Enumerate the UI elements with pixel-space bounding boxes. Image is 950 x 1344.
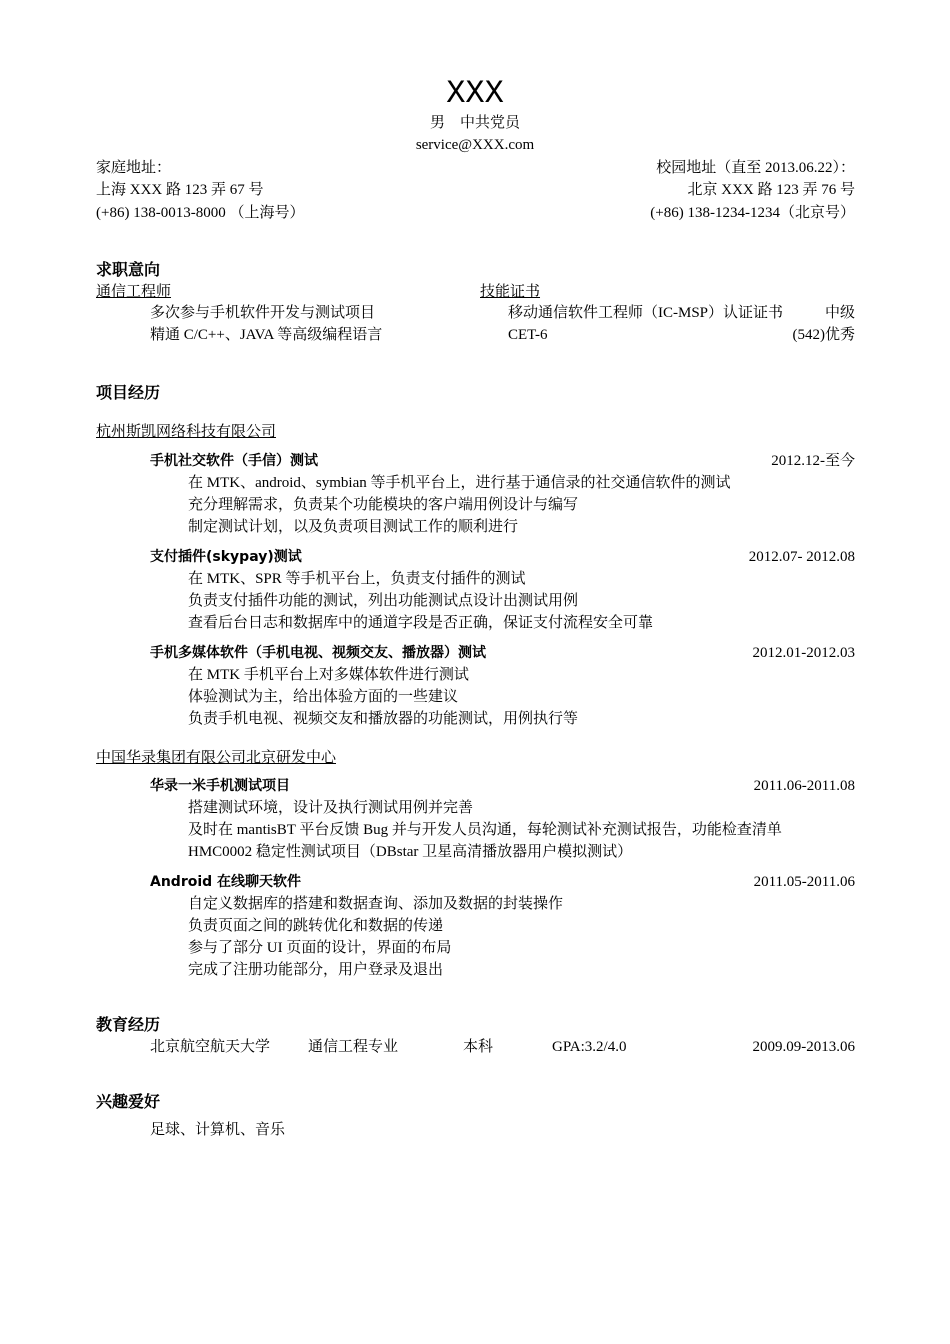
job-item: 多次参与手机软件开发与测试项目 [150, 305, 376, 321]
major: 通信工程专业 [308, 1039, 399, 1055]
cert-name: CET-6 [508, 327, 548, 343]
campus-phone: (+86) 138-1234-1234（北京号） [650, 205, 855, 221]
project-title: 华录一米手机测试项目 [150, 778, 290, 794]
project-title: 手机社交软件（手信）测试 [150, 453, 318, 469]
project-item: 负责页面之间的跳转优化和数据的传递 [188, 918, 444, 934]
cert-name: 移动通信软件工程师（IC-MSP）认证证书 [508, 305, 784, 321]
objective-heading: 求职意向 [96, 260, 161, 279]
education-date: 2009.09-2013.06 [752, 1039, 855, 1055]
project-date: 2012.01-2012.03 [752, 645, 855, 661]
project-item: 完成了注册功能部分，用户登录及退出 [188, 962, 444, 978]
company-name: 杭州斯凯网络科技有限公司 [96, 424, 277, 440]
home-phone: (+86) 138-0013-8000 （上海号） [96, 205, 305, 221]
project-item: 查看后台日志和数据库中的通道字段是否正确，保证支付流程安全可靠 [188, 615, 654, 631]
project-item: HMC0002 稳定性测试项目（DBstar 卫星高清播放器用户模拟测试） [188, 844, 633, 860]
hobbies-text: 足球、计算机、音乐 [150, 1122, 286, 1138]
project-item: 充分理解需求，负责某个功能模块的客户端用例设计与编写 [188, 497, 579, 513]
project-item: 及时在 mantisBT 平台反馈 Bug 并与开发人员沟通，每轮测试补充测试报告，功能检查清单 [188, 822, 782, 838]
project-item: 参与了部分 UI 页面的设计，界面的布局 [188, 940, 452, 956]
project-title: 手机多媒体软件（手机电视、视频交友、播放器）测试 [150, 645, 486, 661]
email: service@XXX.com [415, 137, 535, 153]
job-item: 精通 C/C++、JAVA 等高级编程语言 [150, 327, 383, 343]
project-item: 在 MTK、android、symbian 等手机平台上，进行基于通信录的社交通信软件的测试 [188, 475, 731, 491]
cert-level: (542)优秀 [792, 327, 855, 343]
cert-level: 中级 [824, 305, 855, 321]
education-heading: 教育经历 [96, 1015, 161, 1034]
project-date: 2012.07- 2012.08 [748, 549, 855, 565]
project-title: 支付插件(skypay)测试 [150, 549, 302, 565]
campus-address: 北京 XXX 路 123 弄 76 号 [687, 182, 855, 198]
experience-heading: 项目经历 [96, 383, 161, 402]
project-title: Android 在线聊天软件 [150, 874, 302, 890]
company-name: 中国华录集团有限公司北京研发中心 [96, 750, 337, 766]
project-item: 搭建测试环境，设计及执行测试用例并完善 [188, 800, 474, 816]
project-item: 制定测试计划，以及负责项目测试工作的顺利进行 [188, 519, 519, 535]
project-item: 自定义数据库的搭建和数据查询、添加及数据的封装操作 [188, 896, 564, 912]
gender-party: 男 中共党员 [429, 115, 520, 131]
project-item: 在 MTK、SPR 等手机平台上，负责支付插件的测试 [188, 571, 526, 587]
project-item: 在 MTK 手机平台上对多媒体软件进行测试 [188, 667, 469, 683]
cert-heading: 技能证书 [480, 284, 541, 300]
hobbies-heading: 兴趣爱好 [96, 1092, 161, 1111]
campus-address-label: 校园地址（直至 2013.06.22）： [656, 160, 855, 176]
gpa: GPA:3.2/4.0 [552, 1039, 627, 1055]
project-item: 负责支付插件功能的测试，列出功能测试点设计出测试用例 [188, 593, 579, 609]
home-address-label: 家庭地址： [96, 160, 172, 176]
project-date: 2011.06-2011.08 [753, 778, 855, 794]
project-date: 2012.12-至今 [771, 453, 855, 469]
school: 北京航空航天大学 [150, 1039, 271, 1055]
degree: 本科 [463, 1039, 494, 1055]
home-address: 上海 XXX 路 123 弄 67 号 [96, 182, 264, 198]
project-item: 负责手机电视、视频交友和播放器的功能测试，用例执行等 [188, 711, 579, 727]
resume-name: XXX [446, 75, 504, 112]
job-title: 通信工程师 [96, 284, 172, 300]
project-date: 2011.05-2011.06 [753, 874, 855, 890]
project-item: 体验测试为主，给出体验方面的一些建议 [188, 689, 459, 705]
